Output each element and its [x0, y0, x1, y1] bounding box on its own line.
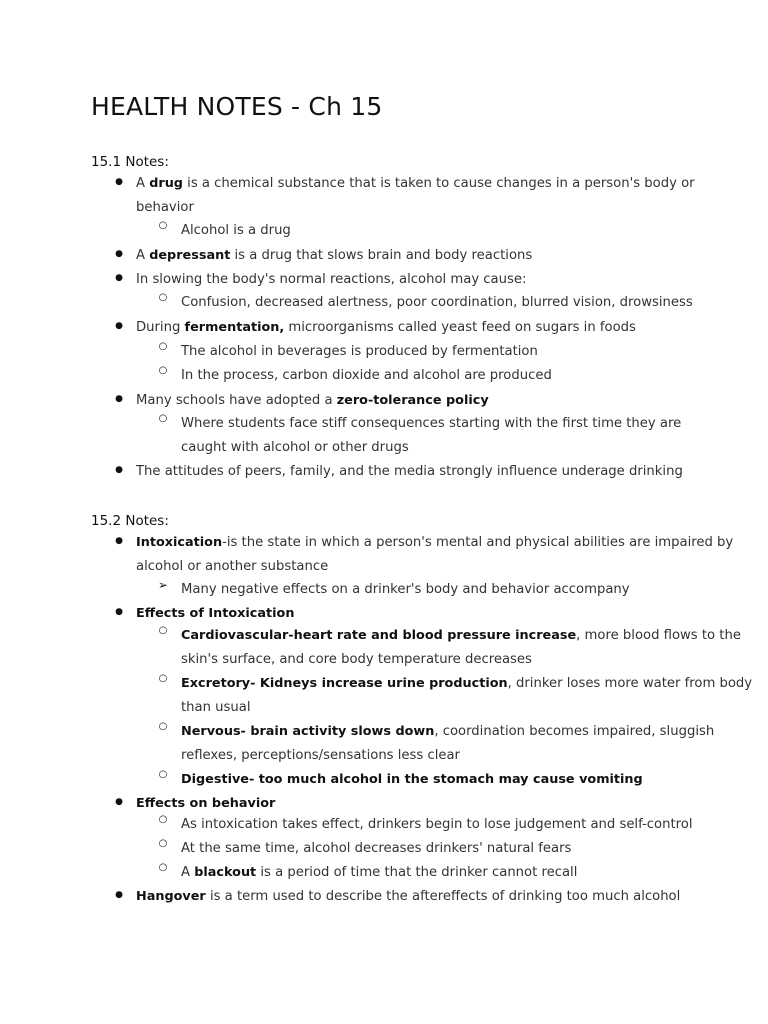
- list-item-drug-continued: behavior: [136, 200, 194, 215]
- term-excretory: Excretory-: [181, 676, 256, 691]
- sub-item-zero-tolerance: Where students face stiff consequences starting with the first time they are: [181, 416, 682, 431]
- sub-item-alcohol-drug: Alcohol is a drug: [181, 223, 291, 238]
- sub-item-digestive: [181, 768, 643, 792]
- section-heading-15-1: 15.1 Notes:: [91, 154, 169, 170]
- term-cardiovascular: Cardiovascular-heart rate and blood pressure increase: [181, 628, 577, 643]
- bullet-marker: ●: [115, 890, 123, 900]
- term-brain-activity: brain activity slows down: [245, 724, 435, 739]
- sub-item-cardiovascular-continued: skin's surface, and core body temperature decreases: [181, 652, 532, 667]
- bullet-marker: ●: [115, 797, 123, 807]
- list-item-effects-intoxication: [136, 602, 294, 626]
- circle-marker: ○: [158, 365, 168, 376]
- arrow-marker-icon: ➢: [157, 578, 169, 592]
- bullet-marker: ●: [115, 321, 123, 331]
- list-item-attitudes: The attitudes of peers, family, and the media strongly influence underage drinking: [136, 464, 683, 479]
- circle-marker: ○: [158, 220, 168, 231]
- bullet-marker: ●: [115, 465, 123, 475]
- sub-item-slowing-effects: Confusion, decreased alertness, poor coordination, blurred vision, drowsiness: [181, 295, 693, 310]
- bullet-marker: ●: [115, 249, 123, 259]
- bullet-marker: ●: [115, 607, 123, 617]
- sub-item-blackout: A blackout is a period of time that the drinker cannot recall: [181, 865, 578, 880]
- term-fermentation: fermentation,: [184, 320, 285, 335]
- term-kidneys: Kidneys increase urine production: [255, 676, 508, 691]
- sub-item-excretory-continued: than usual: [181, 700, 251, 715]
- sub-item-fermentation-1: The alcohol in beverages is produced by fermentation: [181, 344, 538, 359]
- list-item-intoxication: Intoxication-is the state in which a person's mental and physical abilities are impaired by: [136, 535, 734, 550]
- term-blackout: blackout: [194, 865, 257, 880]
- term-digestive: Digestive- too much alcohol in the stomach may cause vomiting: [181, 772, 643, 787]
- circle-marker: ○: [158, 721, 168, 732]
- term-effects-behavior: Effects on behavior: [136, 796, 276, 811]
- sub-item-fermentation-2: In the process, carbon dioxide and alcohol are produced: [181, 368, 552, 383]
- term-effects-intoxication: Effects of Intoxication: [136, 606, 295, 621]
- circle-marker: ○: [158, 862, 168, 873]
- circle-marker: ○: [158, 413, 168, 424]
- list-item-drug: A drug is a chemical substance that is taken to cause changes in a person's body or: [136, 176, 695, 191]
- sub-item-excretory: Excretory- Kidneys increase urine production, drinker loses more water from body: [181, 676, 753, 691]
- list-item-depressant: A depressant is a drug that slows brain and body reactions: [136, 248, 533, 263]
- bullet-marker: ●: [115, 394, 123, 404]
- list-item-intoxication-continued: alcohol or another substance: [136, 559, 329, 574]
- bullet-marker: ●: [115, 177, 123, 187]
- sub-item-behavior-1: As intoxication takes effect, drinkers begin to lose judgement and self-control: [181, 817, 693, 832]
- circle-marker: ○: [158, 814, 168, 825]
- term-nervous: Nervous-: [181, 724, 246, 739]
- circle-marker: ○: [158, 625, 168, 636]
- bullet-marker: ●: [115, 536, 123, 546]
- list-item-slowing: In slowing the body's normal reactions, alcohol may cause:: [136, 272, 527, 287]
- sub-item-nervous-continued: reflexes, perceptions/sensations less clear: [181, 748, 460, 763]
- sub-item-nervous: Nervous- brain activity slows down, coordination becomes impaired, sluggish: [181, 724, 715, 739]
- sub-item-intoxication: Many negative effects on a drinker's body and behavior accompany: [181, 582, 630, 597]
- term-intoxication: Intoxication: [136, 535, 223, 550]
- sub-item-cardiovascular: Cardiovascular-heart rate and blood pressure increase, more blood flows to the: [181, 628, 741, 643]
- document-title: HEALTH NOTES - Ch 15: [91, 92, 383, 121]
- list-item-fermentation: During fermentation, microorganisms called yeast feed on sugars in foods: [136, 320, 636, 335]
- list-item-hangover: Hangover is a term used to describe the aftereffects of drinking too much alcohol: [136, 889, 681, 904]
- circle-marker: ○: [158, 673, 168, 684]
- bullet-marker: ●: [115, 273, 123, 283]
- term-drug: drug: [149, 176, 183, 191]
- sub-item-zero-tolerance-continued: caught with alcohol or other drugs: [181, 440, 409, 455]
- section-heading-15-2: 15.2 Notes:: [91, 513, 169, 529]
- circle-marker: ○: [158, 292, 168, 303]
- term-depressant: depressant: [149, 248, 231, 263]
- sub-item-behavior-2: At the same time, alcohol decreases drinkers' natural fears: [181, 841, 572, 856]
- term-hangover: Hangover: [136, 889, 206, 904]
- circle-marker: ○: [158, 769, 168, 780]
- circle-marker: ○: [158, 341, 168, 352]
- circle-marker: ○: [158, 838, 168, 849]
- list-item-zero-tolerance: Many schools have adopted a zero-tolerance policy: [136, 393, 489, 408]
- term-zero-tolerance: zero-tolerance policy: [336, 393, 489, 408]
